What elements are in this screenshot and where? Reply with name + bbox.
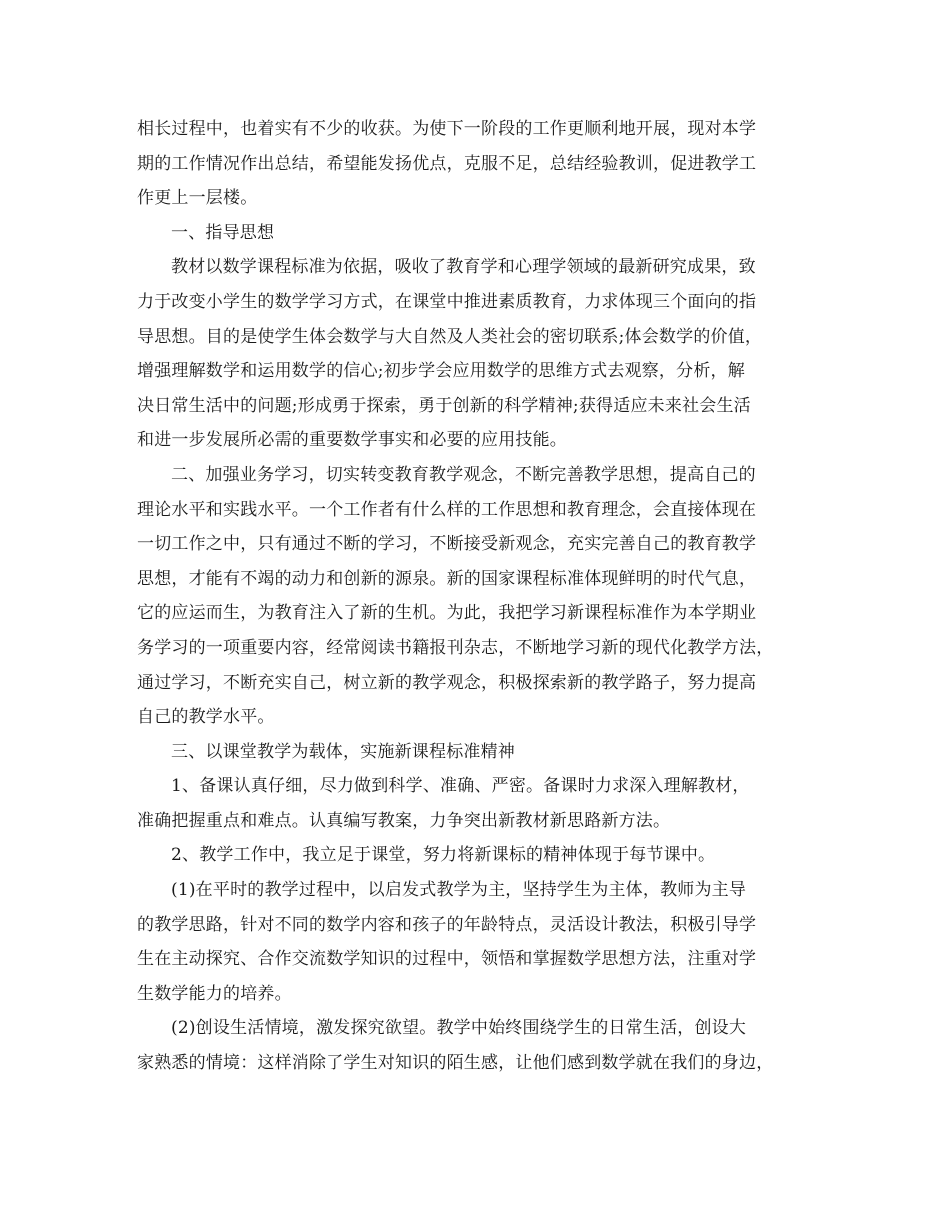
text-line: 一、指导思想 (171, 222, 275, 243)
text-line: 理论水平和实践水平。一个工作者有什么样的工作思想和教育理念，会直接体现在 (137, 499, 757, 520)
text-line: 力于改变小学生的数学学习方式，在课堂中推进素质教育，力求体现三个面向的指 (137, 291, 757, 312)
text-line: 生数学能力的培养。 (137, 983, 292, 1004)
text-line: 1、备课认真仔细，尽力做到科学、准确、严密。备课时力求深入理解教材， (171, 776, 750, 797)
text-line: 自己的教学水平。 (137, 707, 275, 728)
text-line: 生在主动探究、合作交流数学知识的过程中，领悟和掌握数学思想方法，注重对学 (137, 949, 757, 970)
text-line: 作更上一层楼。 (137, 188, 258, 209)
text-line: 导思想。目的是使学生体会数学与大自然及人类社会的密切联系;体会数学的价值， (137, 326, 763, 347)
text-line: 一切工作之中，只有通过不断的学习，不断接受新观念，充实完善自己的教育教学 (137, 534, 757, 555)
document-body (137, 112, 827, 1081)
text-line: 它的应运而生，为教育注入了新的生机。为此，我把学习新课程标准作为本学期业 (137, 603, 757, 624)
text-line: 思想，才能有不竭的动力和创新的源泉。新的国家课程标准体现鲜明的时代气息， (137, 568, 757, 589)
text-line: 2、教学工作中，我立足于课堂，努力将新课标的精神体现于每节课中。 (171, 845, 716, 866)
text-line: 教材以数学课程标准为依据，吸收了教育学和心理学领域的最新研究成果，致 (171, 257, 756, 278)
text-line: 增强理解数学和运用数学的信心;初步学会应用数学的思维方式去观察，分析，解 (137, 361, 745, 382)
text-line: 期的工作情况作出总结，希望能发扬优点，克服不足，总结经验教训，促进教学工 (137, 153, 757, 174)
text-line: 家熟悉的情境：这样消除了学生对知识的陌生感，让他们感到数学就在我们的身边， (137, 1053, 774, 1074)
text-line: (1)在平时的教学过程中，以启发式教学为主，坚持学生为主体，教师为主导 (171, 880, 747, 901)
text-line: 的教学思路，针对不同的数学内容和孩子的年龄特点，灵活设计教法，积极引导学 (137, 914, 757, 935)
text-line: 务学习的一项重要内容，经常阅读书籍报刊杂志，不断地学习新的现代化教学方法， (137, 637, 774, 658)
text-line: 二、加强业务学习，切实转变教育教学观念，不断完善教学思想，提高自己的 (171, 464, 756, 485)
text-line: 决日常生活中的问题;形成勇于探索，勇于创新的科学精神;获得适应未来社会生活 (137, 395, 751, 416)
text-line: 准确把握重点和难点。认真编写教案，力争突出新教材新思路新方法。 (137, 810, 671, 831)
text-line: 相长过程中，也着实有不少的收获。为使下一阶段的工作更顺利地开展，现对本学 (137, 119, 757, 139)
text-line: 和进一步发展所必需的重要数学事实和必要的应用技能。 (137, 430, 567, 451)
text-line: (2)创设生活情境，激发探究欲望。教学中始终围绕学生的日常生活，创设大 (171, 1018, 747, 1039)
text-line: 三、以课堂教学为载体，实施新课程标准精神 (171, 741, 515, 762)
text-line: 通过学习，不断充实自己，树立新的教学观念，积极探索新的教学路子，努力提高 (137, 672, 757, 693)
